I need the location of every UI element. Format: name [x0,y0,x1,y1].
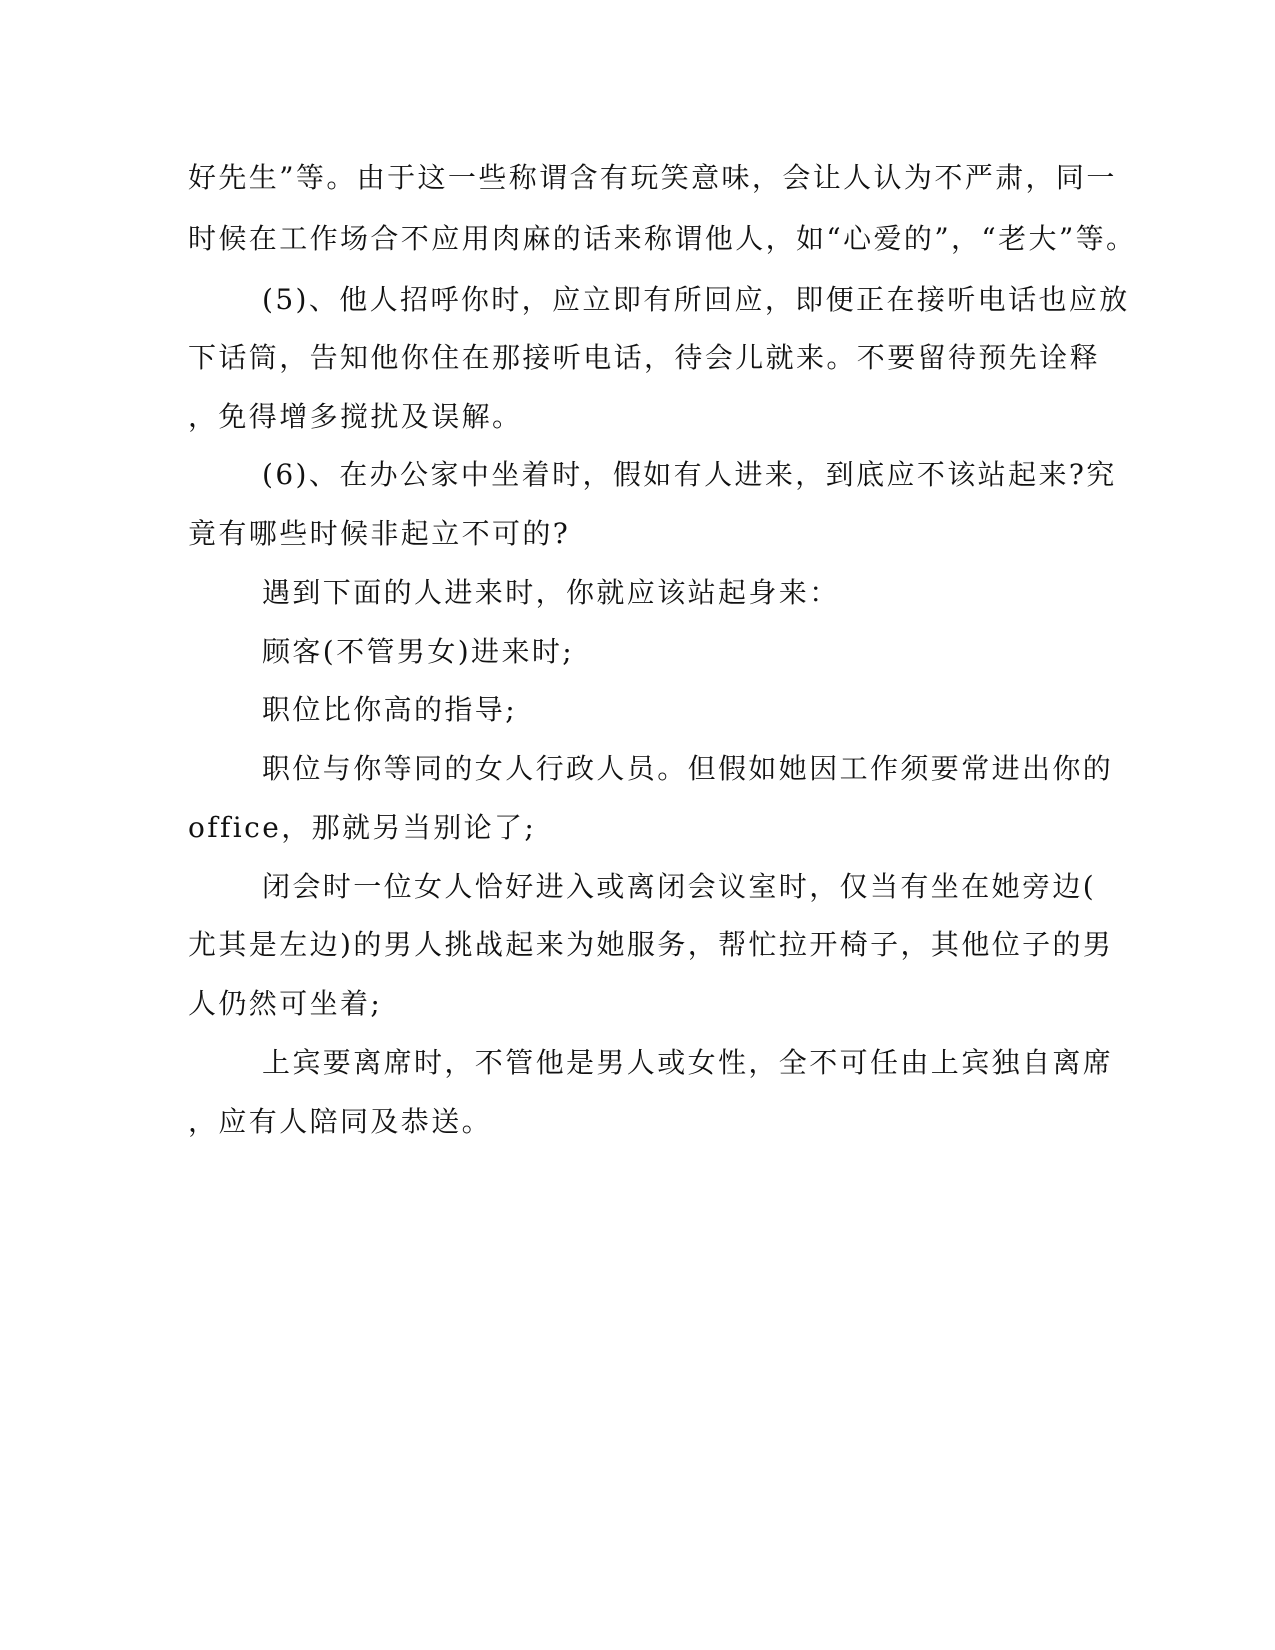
list-item: 闭会时一位女人恰好进入或离闭会议室时，仅当有坐在她旁边( [262,870,1097,903]
paragraph-line: 遇到下面的人进来时，你就应该站起身来： [262,576,840,609]
text-line: 好先生”等。由于这一些称谓含有玩笑意味，会让人认为不严肃，同一 [188,161,1117,194]
text-line: ，应有人陪同及恭送。 [188,1105,493,1138]
text-line: 时候在工作场合不应用肉麻的话来称谓他人，如“心爱的”，“老大”等。 [188,222,1137,255]
list-item: 上宾要离席时，不管他是男人或女性，全不可任由上宾独自离席 [262,1046,1114,1079]
text-line: 下话筒，告知他你住在那接听电话，待会儿就来。不要留待预先诠释 [188,341,1101,374]
paragraph-6-start: (6)、在办公家中坐着时，假如有人进来，到底应不该站起来?究 [262,458,1117,491]
paragraph-5-start: (5)、他人招呼你时，应立即有所回应，即便正在接听电话也应放 [262,283,1130,316]
list-item: 职位与你等同的女人行政人员。但假如她因工作须要常进出你的 [262,752,1114,785]
text-line: 尤其是左边)的男人挑战起来为她服务，帮忙拉开椅子，其他位子的男 [188,928,1114,961]
text-line: 人仍然可坐着; [188,987,383,1020]
list-item: 顾客(不管男女)进来时; [262,635,575,668]
text-line: 竟有哪些时候非起立不可的? [188,517,571,550]
text-line: office，那就另当别论了; [188,811,537,844]
list-item: 职位比你高的指导; [262,693,518,726]
text-line: ，免得增多搅扰及误解。 [188,400,523,433]
